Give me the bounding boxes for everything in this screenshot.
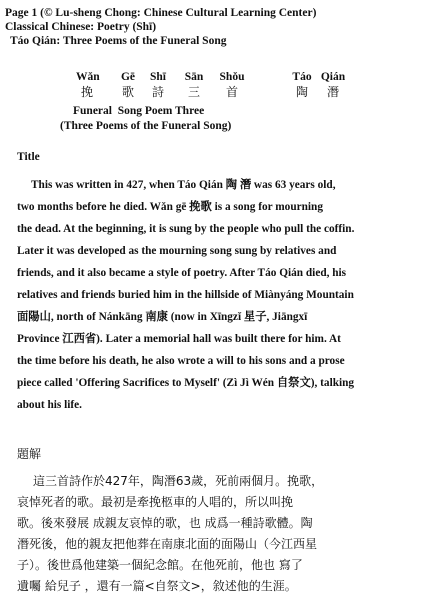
paragraph-line: Province 江西省). Later a memorial hall was built there for him. At <box>17 333 341 345</box>
gloss-hanzi: 潛 <box>326 85 339 99</box>
paragraph-line: friends, and it also became a style of poetry. After Táo Qián died, his <box>17 267 347 279</box>
gloss-pinyin: Shī <box>150 71 166 83</box>
paragraph-line: Later it was developed as the mourning song sung by relatives and <box>17 245 337 257</box>
paragraph-line: 遺囑 給兒子 ，還有一篇<自祭文>，敘述他的生涯。 <box>17 579 297 593</box>
gloss-pinyin: Shǒu <box>219 71 245 83</box>
gloss-hanzi: 歌 <box>121 85 134 99</box>
section-title-chinese: 題解 <box>17 447 42 461</box>
gloss-word <box>117 70 139 100</box>
gloss-word <box>318 70 348 100</box>
gloss-pinyin: Qián <box>320 71 346 83</box>
gloss-hanzi: 挽 <box>80 85 93 99</box>
paragraph-line: relatives and friends buried him in the hillside of Miànyáng Mountain <box>17 289 354 301</box>
gloss-pinyin: Gē <box>120 71 136 83</box>
paragraph-line: 歌。後來發展 成親友哀悼的歌，也 成爲一種詩歌體。陶 <box>17 516 313 530</box>
gloss-pinyin: Sān <box>184 71 204 83</box>
gloss-translation: (Three Poems of the Funeral Song) <box>60 120 232 132</box>
paragraph-line: piece called 'Offering Sacrifices to Myself' (Zì Jì Wén 自祭文), talking <box>17 377 355 389</box>
page-header-credit: Page 1 (© Lu-sheng Chong: Chinese Cultural Learning Center) <box>5 7 317 19</box>
english-paragraph <box>17 174 409 416</box>
paragraph-line: the dead. At the beginning, it is sung by the people who pull the coffin. <box>17 223 355 235</box>
chinese-paragraph <box>17 471 412 597</box>
gloss-word <box>290 70 314 100</box>
gloss-word <box>147 70 169 100</box>
paragraph-line: 子）。後世爲他建築一個紀念館。在他死前，他也 寫了 <box>17 558 303 572</box>
gloss-pinyin: Wǎn <box>76 71 100 83</box>
gloss-hanzi: 首 <box>225 85 238 99</box>
paragraph-line: 面陽山, north of Nánkāng 南康 (now in Xīngzǐ 星子, Jiāngxī <box>17 311 308 323</box>
poem-title: Táo Qián: Three Poems of the Funeral Song <box>10 35 227 47</box>
paragraph-line: This was written in 427, when Táo Qián 陶 潛 was 63 years old, <box>31 179 336 191</box>
gloss-word <box>217 70 247 100</box>
paragraph-line: two months before he died. Wǎn gē 挽歌 is a song for mourning <box>17 201 323 213</box>
paragraph-line: 潛死後，他的親友把他葬在南康北面的面陽山（今江西星 <box>17 537 318 551</box>
gloss-meaning: Funeral Song Poem Three <box>73 105 205 117</box>
course-title: Classical Chinese: Poetry (Shī) <box>5 21 157 33</box>
gloss-hanzi: 三 <box>187 85 200 99</box>
paragraph-line: the time before his death, he also wrote a will to his sons and a prose <box>17 355 345 367</box>
gloss-pinyin: Táo <box>292 71 312 83</box>
gloss-word <box>182 70 206 100</box>
gloss-hanzi: 詩 <box>151 85 164 99</box>
section-title-english: Title <box>17 151 40 163</box>
paragraph-line: about his life. <box>17 399 82 411</box>
gloss-word <box>76 70 98 100</box>
paragraph-line: 哀悼死者的歌。最初是牽挽柩車的人唱的，所以叫挽 <box>17 495 294 509</box>
paragraph-line: 這三首詩作於427年，陶潛63歲，死前兩個月。挽歌， <box>33 474 324 488</box>
gloss-hanzi: 陶 <box>295 85 308 99</box>
